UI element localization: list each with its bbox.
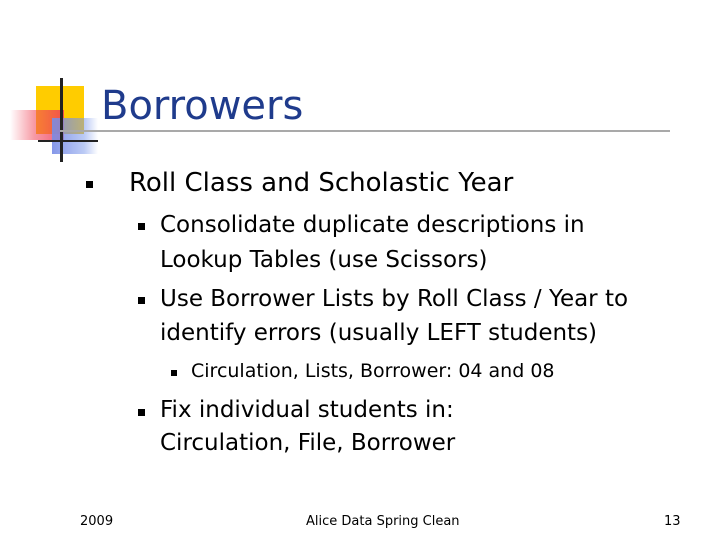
logo-square-blue — [52, 118, 98, 154]
footer-date: 2009 — [80, 514, 114, 529]
bullet-text: Roll Class and Scholastic Year — [129, 168, 514, 198]
bullet-marker — [138, 297, 145, 304]
footer-title: Alice Data Spring Clean — [306, 514, 460, 529]
bullet-text-line: Consolidate duplicate descriptions in — [160, 212, 585, 238]
bullet-text: Circulation, Lists, Borrower: 04 and 08 — [191, 360, 555, 382]
bullet-text-line: Use Borrower Lists by Roll Class / Year to — [160, 286, 629, 312]
bullet-marker — [86, 181, 93, 188]
bullet-text-line: Lookup Tables (use Scissors) — [160, 247, 488, 273]
bullet-marker — [171, 370, 177, 376]
bullet-text-line: Circulation, File, Borrower — [160, 430, 456, 456]
logo-horizontal-line — [38, 140, 98, 142]
slide-title: Borrowers — [101, 83, 304, 129]
title-underline — [60, 130, 670, 132]
page-number: 13 — [664, 514, 681, 529]
bullet-text-line: identify errors (usually LEFT students) — [160, 320, 598, 346]
bullet-marker — [138, 223, 145, 230]
logo-vertical-line — [60, 78, 63, 162]
bullet-text-line: Fix individual students in: — [160, 397, 454, 423]
bullet-marker — [138, 409, 145, 416]
